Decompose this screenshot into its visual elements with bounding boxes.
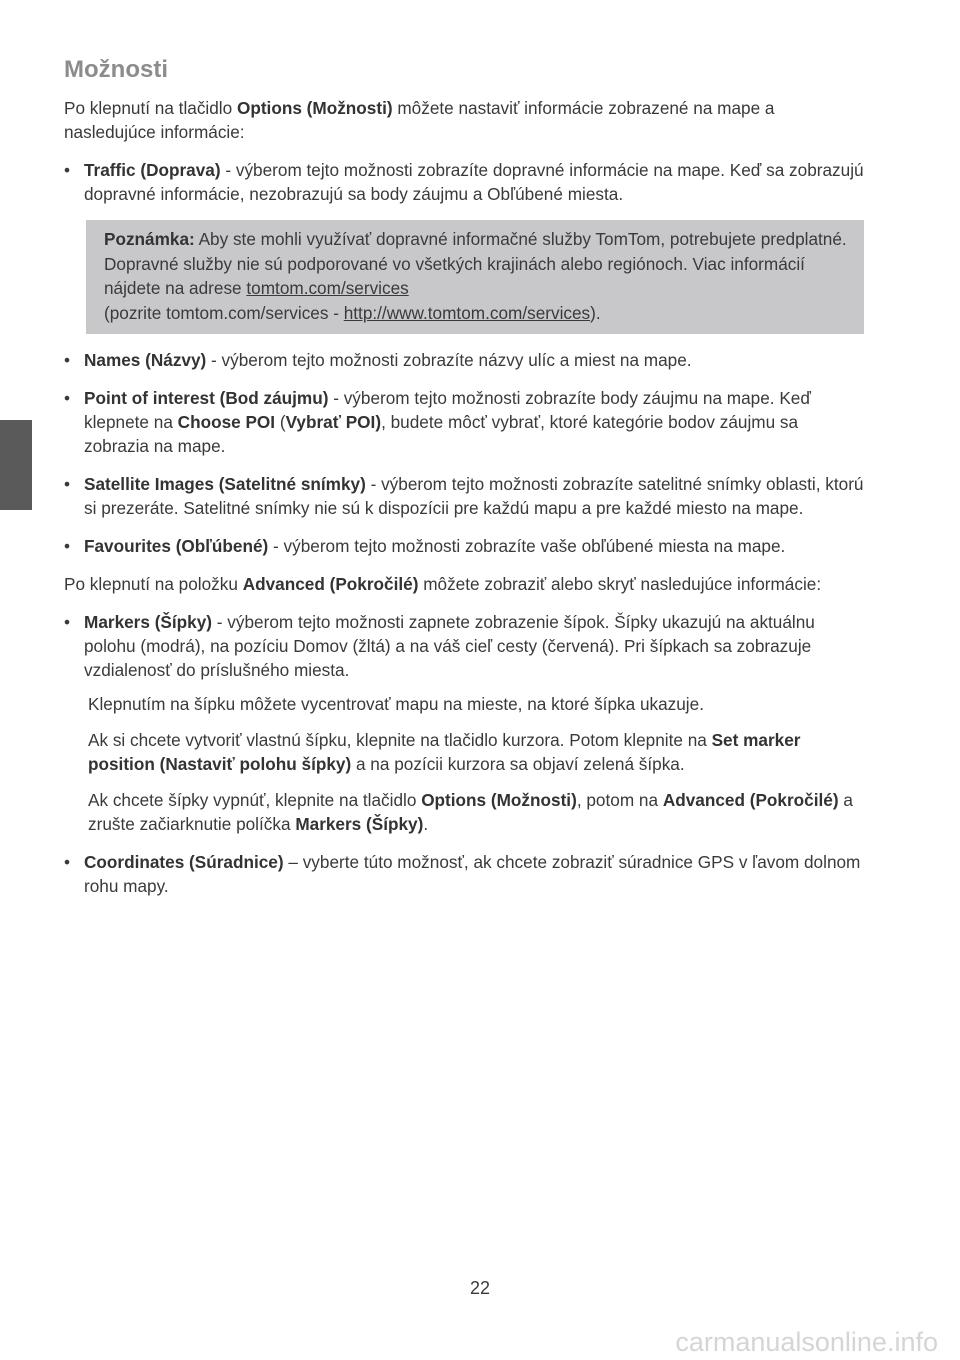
- watermark: carmanualsonline.info: [675, 1327, 938, 1357]
- bullet: •: [64, 852, 71, 872]
- document-body: [64, 56, 864, 912]
- markers-sub-3: Ak chcete šípky vypnúť, klepnite na tlačidlo Options (Možnosti), potom na Advanced (Pokročilé) a zrušte začiarknutie políčka Markers (Šípky).: [88, 790, 853, 834]
- list-item-satellite: • Satellite Images (Satelitné snímky) - výberom tejto možnosti zobrazíte satelitné snímky oblasti, ktorú si prezeráte. Satelitné snímky nie sú k dispozícii pre každú mapu a pre každé miesto na mape.: [64, 474, 864, 518]
- list-item-coordinates: • Coordinates (Súradnice) – vyberte túto možnosť, ak chcete zobraziť súradnice GPS v ľavom dolnom rohu mapy.: [64, 852, 861, 896]
- markers-sub-2: Ak si chcete vytvoriť vlastnú šípku, klepnite na tlačidlo kurzora. Potom klepnite na Set marker position (Nastaviť polohu šípky) a na pozícii kurzora sa objaví zelená šípka.: [88, 730, 801, 774]
- bullet: •: [64, 612, 71, 632]
- bullet: •: [64, 350, 71, 370]
- bullet: •: [64, 160, 71, 180]
- page-number: 22: [469, 1278, 491, 1298]
- link-tomtom-services-url[interactable]: http://www.tomtom.com/services: [343, 302, 591, 323]
- bullet: •: [64, 536, 71, 556]
- link-tomtom-services[interactable]: tomtom.com/services: [246, 278, 409, 298]
- intro-paragraph: Po klepnutí na tlačidlo Options (Možnosti) môžete nastaviť informácie zobrazené na mape a nasledujúce informácie:: [64, 98, 775, 142]
- bullet: •: [64, 474, 71, 494]
- section-title: Možnosti: [64, 56, 168, 83]
- markers-sub-1: Klepnutím na šípku môžete vycentrovať mapu na mieste, na ktoré šípka ukazuje.: [88, 694, 704, 714]
- advanced-paragraph: Po klepnutí na položku Advanced (Pokročilé) môžete zobraziť alebo skryť nasledujúce informácie:: [64, 574, 822, 594]
- note-box: Poznámka: Aby ste mohli využívať dopravné informačné služby TomTom, potrebujete predplatné. Dopravné služby nie sú podporované vo všetkých krajinách alebo regiónoch. Viac informácií nájdete na adrese tomtom.com/services (pozrite tomtom.com/services - http://www.tomtom.com/services).: [86, 220, 864, 334]
- list-item-traffic: • Traffic (Doprava) - výberom tejto možnosti zobrazíte dopravné informácie na mape. Keď sa zobrazujú dopravné informácie, nezobrazujú sa body záujmu a Obľúbené miesta.: [64, 160, 864, 204]
- list-item-poi: • Point of interest (Bod záujmu) - výberom tejto možnosti zobrazíte body záujmu na mape. Keď klepnete na Choose POI (Vybrať POI), budete môcť vybrať, ktoré kategórie bodov záujmu sa zobrazia na mape.: [64, 388, 811, 456]
- list-item-markers: • Markers (Šípky) - výberom tejto možnosti zapnete zobrazenie šípok. Šípky ukazujú na aktuálnu polohu (modrá), na pozíciu Domov (žltá) a na váš cieľ cesty (červená). Pri šípkach sa zobrazuje vzdialenosť do príslušného miesta.: [64, 612, 815, 680]
- list-item-favourites: • Favourites (Obľúbené) - výberom tejto možnosti zobrazíte vaše obľúbené miesta na mape.: [64, 536, 786, 556]
- list-item-names: • Names (Názvy) - výberom tejto možnosti zobrazíte názvy ulíc a miest na mape.: [64, 350, 692, 370]
- bullet: •: [64, 388, 71, 408]
- chapter-tab: [0, 420, 32, 510]
